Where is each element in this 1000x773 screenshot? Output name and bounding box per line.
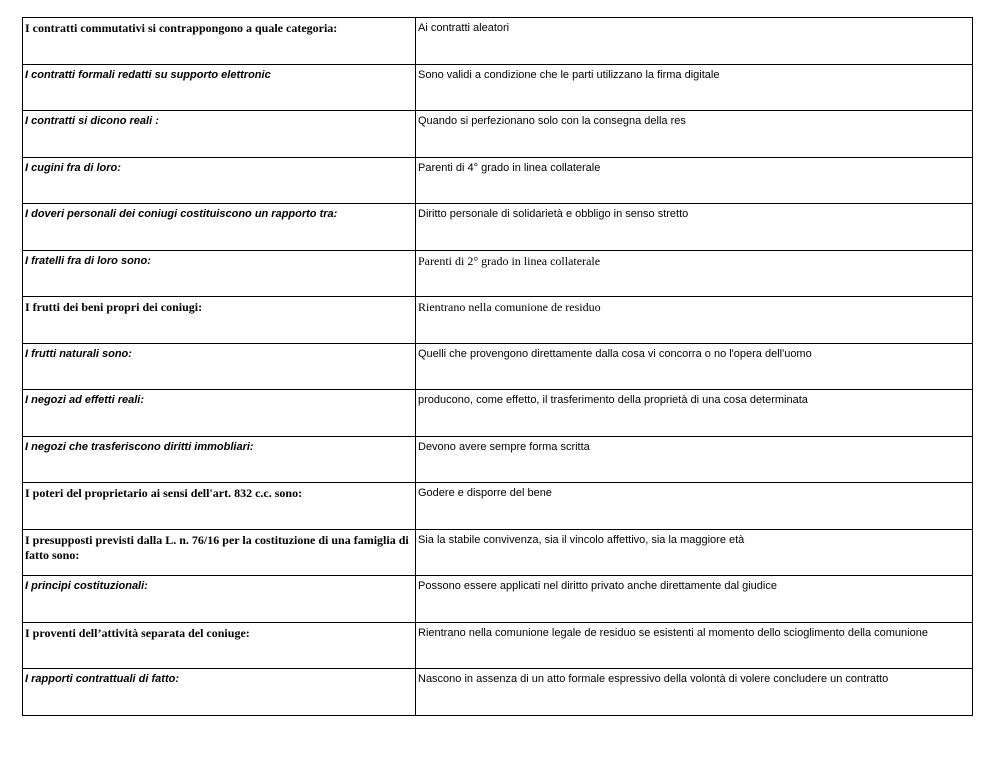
- table-row: [23, 18, 973, 65]
- table-row: [23, 390, 973, 437]
- answer-cell: Ai contratti aleatori: [416, 18, 973, 65]
- table-row: [23, 157, 973, 204]
- table-row: [23, 529, 973, 576]
- answer-cell: Diritto personale di solidarietà e obbligo in senso stretto: [416, 204, 973, 251]
- answer-cell: Parenti di 4° grado in linea collaterale: [416, 157, 973, 204]
- question-cell: I principi costituzionali:: [23, 576, 416, 623]
- question-cell: I contratti formali redatti su supporto elettronic: [23, 64, 416, 111]
- question-cell: I fratelli fra di loro sono:: [23, 250, 416, 297]
- question-cell: I doveri personali dei coniugi costituiscono un rapporto tra:: [23, 204, 416, 251]
- question-cell: I contratti commutativi si contrappongono a quale categoria:: [23, 18, 416, 65]
- table-row: [23, 204, 973, 251]
- answer-cell: Sia la stabile convivenza, sia il vincolo affettivo, sia la maggiore età: [416, 529, 973, 576]
- table-row: [23, 669, 973, 716]
- answer-cell: Rientrano nella comunione de residuo: [416, 297, 973, 344]
- table-row: [23, 576, 973, 623]
- table-row: [23, 250, 973, 297]
- table-row: [23, 483, 973, 530]
- table-row: [23, 436, 973, 483]
- answer-cell: Godere e disporre del bene: [416, 483, 973, 530]
- question-cell: I rapporti contrattuali di fatto:: [23, 669, 416, 716]
- answer-cell: Nascono in assenza di un atto formale espressivo della volontà di volere concludere un contratto: [416, 669, 973, 716]
- question-cell: I negozi ad effetti reali:: [23, 390, 416, 437]
- question-cell: I poteri del proprietario ai sensi dell'art. 832 c.c. sono:: [23, 483, 416, 530]
- qa-table-body: [23, 18, 973, 716]
- table-row: [23, 297, 973, 344]
- answer-cell: Possono essere applicati nel diritto privato anche direttamente dal giudice: [416, 576, 973, 623]
- answer-cell: Quelli che provengono direttamente dalla cosa vi concorra o no l'opera dell'uomo: [416, 343, 973, 390]
- answer-cell: Parenti di 2° grado in linea collaterale: [416, 250, 973, 297]
- table-row: [23, 622, 973, 669]
- answer-cell: Rientrano nella comunione legale de residuo se esistenti al momento dello scioglimento della comunione: [416, 622, 973, 669]
- table-row: [23, 111, 973, 158]
- question-cell: I frutti naturali sono:: [23, 343, 416, 390]
- qa-table: [22, 17, 973, 716]
- question-cell: I negozi che trasferiscono diritti immobliari:: [23, 436, 416, 483]
- answer-cell: Sono validi a condizione che le parti utilizzano la firma digitale: [416, 64, 973, 111]
- answer-cell: Quando si perfezionano solo con la consegna della res: [416, 111, 973, 158]
- question-cell: I cugini fra di loro:: [23, 157, 416, 204]
- question-cell: I contratti si dicono reali :: [23, 111, 416, 158]
- question-cell: I proventi dell’attività separata del coniuge:: [23, 622, 416, 669]
- question-cell: I presupposti previsti dalla L. n. 76/16 per la costituzione di una famiglia di fatto sono:: [23, 529, 416, 576]
- question-cell: I frutti dei beni propri dei coniugi:: [23, 297, 416, 344]
- table-row: [23, 343, 973, 390]
- answer-cell: producono, come effetto, il trasferimento della proprietà di una cosa determinata: [416, 390, 973, 437]
- table-row: [23, 64, 973, 111]
- answer-cell: Devono avere sempre forma scritta: [416, 436, 973, 483]
